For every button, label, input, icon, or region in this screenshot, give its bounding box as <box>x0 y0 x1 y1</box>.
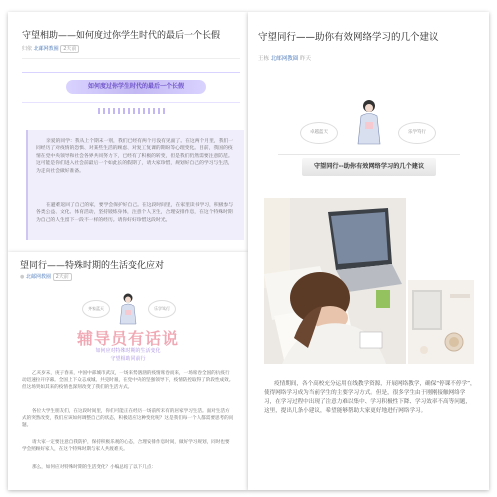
paragraph-3: 请大家一定要注意自我防护，保持积极乐观的心态，合理安排作息时间，做好学习规划，同时也要学会照顾好家人，在这个特殊时期与家人共渡难关。 <box>22 440 230 452</box>
article-card-long-vacation[interactable] <box>8 12 248 252</box>
article-meta <box>22 46 79 53</box>
photo-art-2 <box>408 280 474 364</box>
student-figure-icon <box>116 292 140 326</box>
banner-line-top <box>22 72 240 73</box>
paragraph-2: 在避难返回了自己的家，要学会保护好自己。在这段时间里，在家里读书学习，积极参与各类公益、文化、体育活动，坚持锻炼身体，注意个人卫生，合理安排作息，在这个特殊时期为自己的人生留下一段不一样的经历。请你好好珍惜这段时光。 <box>36 203 234 223</box>
dotted-ornament <box>98 108 168 114</box>
time-text: 昨天 <box>300 56 312 62</box>
cover-banner-title: 守望同行--助你有效网络学习的几个建议 <box>302 158 436 176</box>
banner-title: 如何度过你学生时代的最后一个长假 <box>66 80 206 94</box>
intro-paragraph: 疫情期间，各个高校充分运用在线教学资源，开展网络教学，确保“停课不停学”，使得网络学习成为当前学生的主要学习方式。但是，很多学生由于刚刚接触网络学习，在学习过程中出现了注意力难以集中、学习积极性下降、学习效率不高等问题，这里，提出几条小建议，希望能够帮助大家更好地进行网络学习。 <box>264 381 476 414</box>
dot-icon: ● <box>20 274 25 280</box>
subtitle-2: 守望相助同前行 <box>110 356 146 362</box>
account-name-link[interactable]: 北邮网教圈 <box>270 56 299 62</box>
article-title[interactable]: 望同行——特殊时期的生活变化应对 <box>20 261 165 271</box>
article-title[interactable]: 守望相助——如何度过你学生时代的最后一个长假 <box>22 31 221 41</box>
illustration <box>68 290 188 328</box>
paragraph-4: 那么，如何应对特殊时期的生活变化？小编总结了以下几点： <box>32 465 157 470</box>
paragraph-2: 各位大学生朋友们，在这段时间里，你们可能正在经历一场前所未有的居家学习生活。面对生活方式的突然改变，我们应该如何调整自己的状态，积极适应这种变化呢？这是我们每一个人都需要思考的问题。 <box>22 409 234 428</box>
speech-bubble-left: 齐家蓝天 <box>82 300 110 318</box>
account-name-link[interactable]: 北邮网教圈 <box>33 46 59 52</box>
banner-line <box>278 154 460 155</box>
article-card-online-learning[interactable] <box>248 12 489 490</box>
meta-prefix: 归依 <box>22 46 34 52</box>
study-desk-photo <box>264 198 406 364</box>
article-card-life-changes[interactable] <box>8 252 248 490</box>
meta-prefix: 王栋 <box>258 56 270 62</box>
cover-illustration <box>258 92 480 184</box>
divider <box>22 58 240 59</box>
article-title[interactable]: 守望同行——助你有效网络学习的几个建议 <box>258 32 439 43</box>
paragraph-1: 亲爱的同学：我从上个期末一别，我们已经有两个月没有见面了。在这两个月里，我们一同经历了对疫情的恐惧、对某些生活的顾虑、对复工复课的期盼等心理变化。目前，我国的疫情在党中央领导和社会各界共同努力下，已经有了积极的转变，但是我们仍然需要注意防范。这可能是你们进入社会前最后一个如此长的假期了，请大家珍惜，规划好自己的学习与生活，为走向社会做好准备。 <box>36 139 234 174</box>
time-tag: 2天前 <box>60 45 79 53</box>
article-meta <box>258 56 311 63</box>
speech-bubble-right: 乐学笃行 <box>148 300 176 318</box>
coffee-laptop-photo <box>408 280 474 364</box>
subtitle-1: 如何应对特殊时期的生活变化 <box>95 348 161 354</box>
account-name-link[interactable]: 北邮网教圈 <box>25 274 51 280</box>
big-title: 辅导员有话说 <box>76 329 179 348</box>
student-figure-icon <box>354 98 384 146</box>
time-tag: 2天前 <box>53 273 72 281</box>
banner-line-bottom <box>22 102 240 103</box>
photo-art <box>264 198 406 364</box>
article-meta <box>20 274 72 281</box>
paragraph-1: 乙亥岁末，庚子春来，中国中部城市武汉，一场来势汹汹的疫情席卷而来，一场席卷全国的抗疫行动迅速拉开序幕。全国上下众志成城、共克时艰，在党中央的坚强领导下，疫情防控取得了阶段性成效。但这场突如其来的疫情也深刻改变了我们的生活方式。 <box>22 371 234 390</box>
speech-bubble-left: 卓越蓝天 <box>300 122 338 144</box>
speech-bubble-right: 乐学笃行 <box>398 122 436 144</box>
